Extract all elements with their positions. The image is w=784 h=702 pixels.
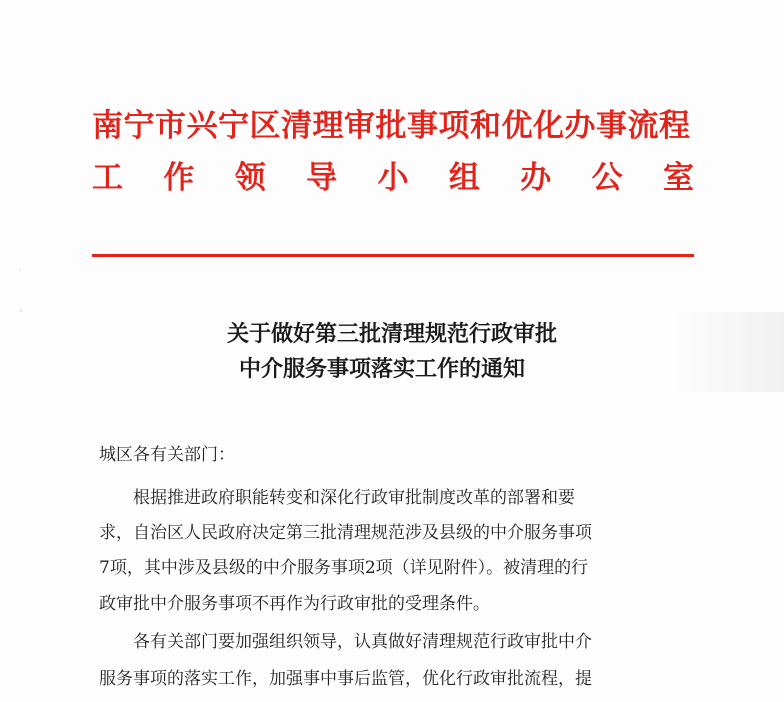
margin-mark: ◦ <box>18 306 24 317</box>
body-paragraph-line: 政审批中介服务事项不再作为行政审批的受理条件。 <box>99 594 490 614</box>
header-char: 工 <box>92 160 123 196</box>
body-paragraph-line: 根据推进政府职能转变和深化行政审批制度改革的部署和要 <box>133 488 575 508</box>
body-paragraph-line: 求，自治区人民政府决定第三批清理规范涉及县级的中介服务事项 <box>99 523 592 543</box>
header-char: 导 <box>306 160 338 196</box>
header-char: 小 <box>377 160 409 196</box>
body-paragraph-line: 服务事项的落实工作，加强事中事后监管，优化行政审批流程，提 <box>99 669 592 689</box>
header-char: 办 <box>520 160 552 196</box>
header-char: 公 <box>591 160 623 196</box>
body-paragraph-line: 7项，其中涉及县级的中介服务事项2项（详见附件）。被清理的行 <box>99 558 589 578</box>
notice-title-line1: 关于做好第三批清理规范行政审批 <box>226 322 557 347</box>
issuing-office-line2 <box>92 158 694 198</box>
header-char: 组 <box>448 160 480 196</box>
header-char: 领 <box>234 160 266 196</box>
issuing-office-line1: 南宁市兴宁区清理审批事项和优化办事流程 <box>92 108 691 144</box>
addressee: 城区各有关部门： <box>99 445 235 465</box>
margin-mark: · <box>18 266 22 277</box>
body-paragraph-line: 各有关部门要加强组织领导，认真做好清理规范行政审批中介 <box>133 632 592 652</box>
red-separator-line <box>92 254 694 257</box>
header-char: 作 <box>163 160 195 196</box>
header-char: 室 <box>663 160 694 196</box>
notice-title-line2: 中介服务事项落实工作的通知 <box>238 357 525 382</box>
